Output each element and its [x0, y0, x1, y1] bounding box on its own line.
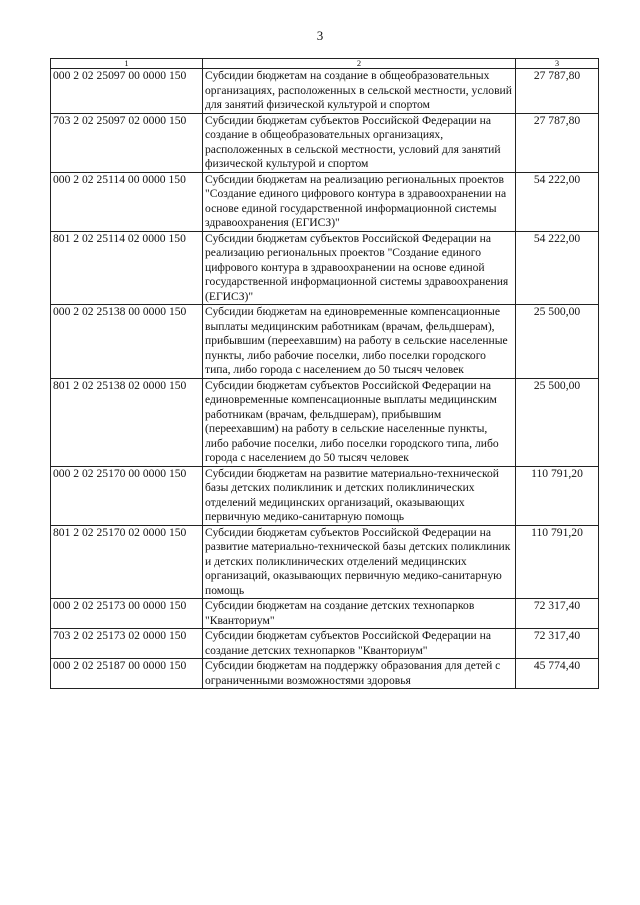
- table-row: [51, 69, 599, 114]
- column-number-1: 1: [51, 59, 203, 69]
- description-cell: Субсидии бюджетам субъектов Российской Федерации на развитие материально-технической базы детских поликлиник и детских поликлинических отделений медицинских организаций, оказывающих первичную медико-санитарную помощь: [203, 525, 516, 599]
- amount-cell: 72 317,40: [516, 599, 599, 629]
- description-cell: Субсидии бюджетам субъектов Российской Федерации на единовременные компенсационные выплаты медицинским работникам (врачам, фельдшерам), прибывшим (переехавшим) на работу в сельские населенные пункты, либо рабочие поселки, либо поселки городского типа, либо города с населением до 50 тысяч человек: [203, 378, 516, 466]
- column-number-row: [51, 59, 599, 69]
- budget-code-cell: 000 2 02 25097 00 0000 150: [51, 69, 203, 114]
- amount-cell: 110 791,20: [516, 525, 599, 599]
- budget-code-cell: 801 2 02 25114 02 0000 150: [51, 231, 203, 305]
- amount-cell: 25 500,00: [516, 305, 599, 379]
- table-row: [51, 659, 599, 689]
- budget-code-cell: 703 2 02 25097 02 0000 150: [51, 113, 203, 172]
- table-row: [51, 305, 599, 379]
- amount-cell: 45 774,40: [516, 659, 599, 689]
- budget-code-cell: 801 2 02 25170 02 0000 150: [51, 525, 203, 599]
- table-row: [51, 172, 599, 231]
- amount-cell: 54 222,00: [516, 172, 599, 231]
- description-cell: Субсидии бюджетам субъектов Российской Федерации на реализацию региональных проектов "Создание единого цифрового контура в здравоохранении на основе единой государственной информационной системы здравоохранения (ЕГИСЗ)": [203, 231, 516, 305]
- column-number-3: 3: [516, 59, 599, 69]
- description-cell: Субсидии бюджетам субъектов Российской Федерации на создание детских технопарков "Кванториум": [203, 629, 516, 659]
- description-cell: Субсидии бюджетам на развитие материально-технической базы детских поликлиник и детских поликлинических отделений медицинских организаций, оказывающих первичную медико-санитарную помощь: [203, 466, 516, 525]
- description-cell: Субсидии бюджетам на единовременные компенсационные выплаты медицинским работникам (врачам, фельдшерам), прибывшим (переехавшим) на работу в сельские населенные пункты, либо рабочие поселки, либо поселки городского типа, либо города с населением до 50 тысяч человек: [203, 305, 516, 379]
- column-number-2: 2: [203, 59, 516, 69]
- amount-cell: 27 787,80: [516, 113, 599, 172]
- description-cell: Субсидии бюджетам на создание детских технопарков "Кванториум": [203, 599, 516, 629]
- table-row: [51, 599, 599, 629]
- budget-code-cell: 000 2 02 25114 00 0000 150: [51, 172, 203, 231]
- amount-cell: 25 500,00: [516, 378, 599, 466]
- table-body: [51, 69, 599, 689]
- page-number: 3: [316, 28, 324, 43]
- table-row: [51, 113, 599, 172]
- amount-cell: 27 787,80: [516, 69, 599, 114]
- description-cell: Субсидии бюджетам субъектов Российской Федерации на создание в общеобразовательных организациях, расположенных в сельской местности, условий для занятий физической культурой и спортом: [203, 113, 516, 172]
- description-cell: Субсидии бюджетам на создание в общеобразовательных организациях, расположенных в сельской местности, условий для занятий физической культурой и спортом: [203, 69, 516, 114]
- amount-cell: 54 222,00: [516, 231, 599, 305]
- budget-code-cell: 000 2 02 25173 00 0000 150: [51, 599, 203, 629]
- budget-revenue-table: [50, 58, 599, 689]
- description-cell: Субсидии бюджетам на реализацию региональных проектов "Создание единого цифрового контура в здравоохранении на основе единой государственной информационной системы здравоохранения (ЕГИСЗ)": [203, 172, 516, 231]
- table-row: [51, 378, 599, 466]
- budget-code-cell: 000 2 02 25138 00 0000 150: [51, 305, 203, 379]
- budget-code-cell: 801 2 02 25138 02 0000 150: [51, 378, 203, 466]
- table-row: [51, 231, 599, 305]
- description-cell: Субсидии бюджетам на поддержку образования для детей с ограниченными возможностями здоровья: [203, 659, 516, 689]
- amount-cell: 72 317,40: [516, 629, 599, 659]
- table-row: [51, 629, 599, 659]
- table-row: [51, 525, 599, 599]
- budget-code-cell: 000 2 02 25170 00 0000 150: [51, 466, 203, 525]
- table-row: [51, 466, 599, 525]
- budget-code-cell: 000 2 02 25187 00 0000 150: [51, 659, 203, 689]
- amount-cell: 110 791,20: [516, 466, 599, 525]
- budget-code-cell: 703 2 02 25173 02 0000 150: [51, 629, 203, 659]
